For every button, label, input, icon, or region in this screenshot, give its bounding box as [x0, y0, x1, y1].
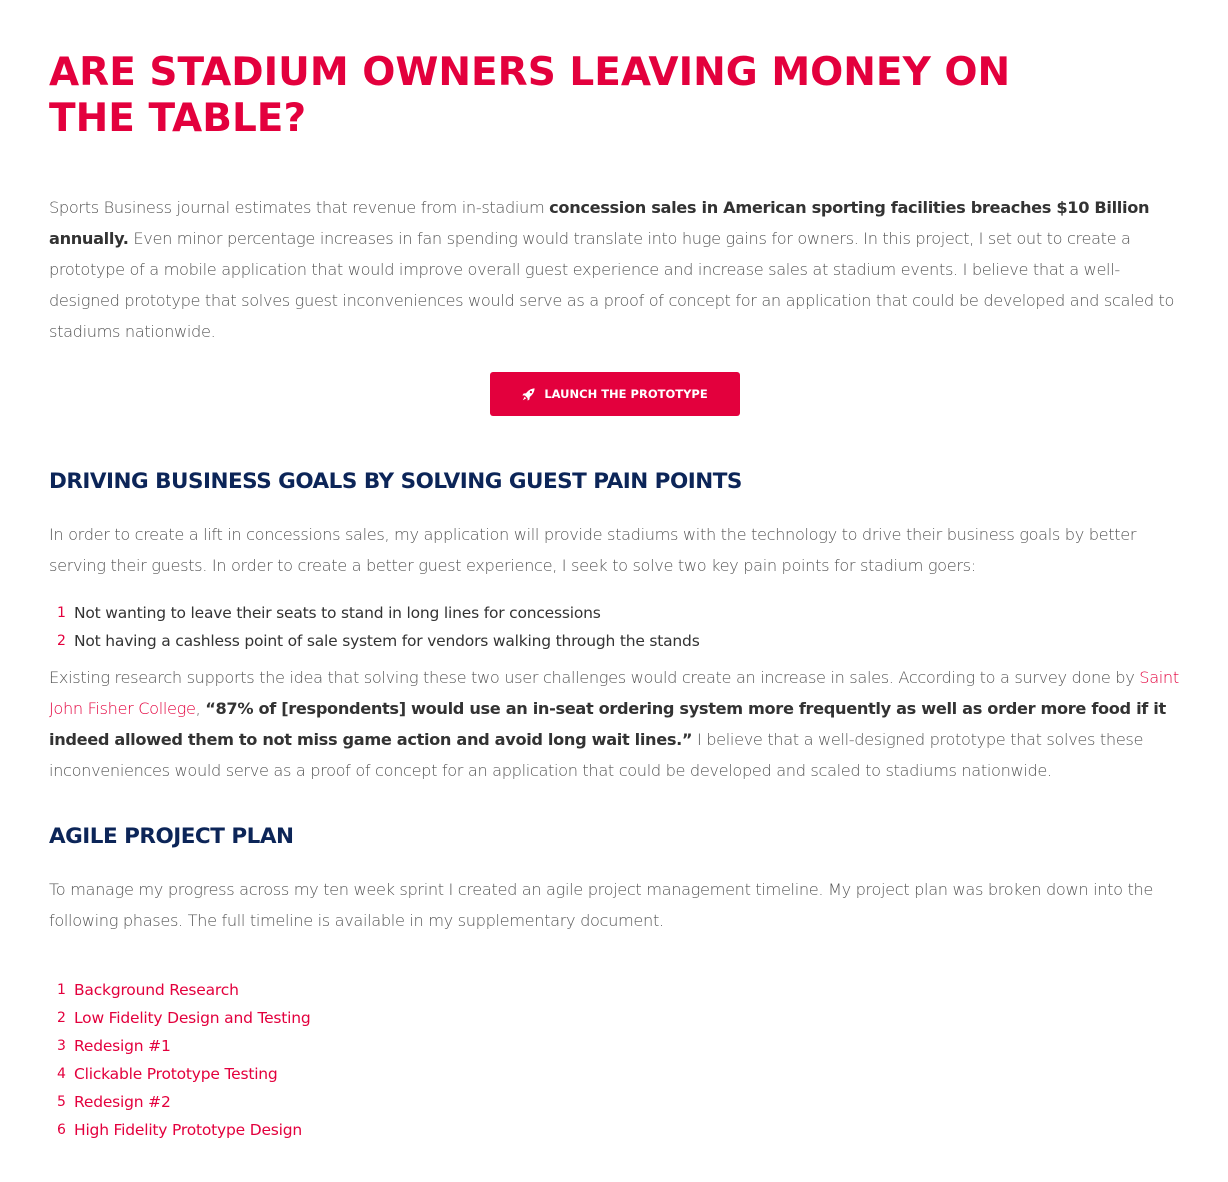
driving-paragraph: In order to create a lift in concessions sales, my application will provide stadiums with the technology to drive their business goals by better serving their guests. In order to create a better guest experience, I seek to solve two key pain points for stadium goers:	[49, 525, 1137, 575]
list-number: 3	[57, 1038, 66, 1054]
intro-text: Sports Business journal estimates that revenue from in-stadium	[49, 198, 550, 217]
research-separator: ,	[195, 699, 206, 718]
phase-link[interactable]: High Fidelity Prototype Design	[74, 1121, 303, 1139]
list-item[interactable]	[49, 1032, 1181, 1060]
list-text: Not wanting to leave their seats to stand in long lines for concessions	[74, 604, 601, 622]
list-item	[49, 627, 1181, 655]
launch-prototype-label: LAUNCH THE PROTOTYPE	[544, 387, 708, 401]
phase-link[interactable]: Redesign #2	[74, 1093, 171, 1111]
list-number: 2	[57, 1010, 66, 1026]
research-text: Existing research supports the idea that solving these two user challenges would create an increase in sales. According to a survey done by	[49, 668, 1140, 687]
phase-link[interactable]: Redesign #1	[74, 1037, 171, 1055]
list-number: 4	[57, 1066, 66, 1082]
list-item[interactable]	[49, 1088, 1181, 1116]
launch-prototype-button[interactable]	[490, 372, 740, 416]
list-number: 2	[57, 633, 66, 649]
section-heading-driving: DRIVING BUSINESS GOALS BY SOLVING GUEST PAIN POINTS	[49, 469, 742, 494]
intro-paragraph	[49, 192, 1181, 347]
phase-link[interactable]: Low Fidelity Design and Testing	[74, 1009, 311, 1027]
list-item[interactable]	[49, 1004, 1181, 1032]
list-text: Not having a cashless point of sale system for vendors walking through the stands	[74, 632, 700, 650]
list-number: 6	[57, 1122, 66, 1138]
research-text-rest: I believe that a well-designed prototype that solves these inconveniences would serve as a proof of concept for an application that could be developed and scaled to stadiums nationwide.	[49, 730, 1144, 780]
list-number: 1	[57, 982, 66, 998]
rocket-icon	[522, 388, 535, 401]
agile-paragraph: To manage my progress across my ten week sprint I created an agile project management timeline. My project plan was broken down into the following phases. The full timeline is available in my supplementary document.	[49, 880, 1154, 930]
list-item[interactable]	[49, 1060, 1181, 1088]
phase-link[interactable]: Clickable Prototype Testing	[74, 1065, 278, 1083]
button-row	[49, 372, 1181, 416]
article	[49, 50, 1181, 1144]
phases-list	[49, 976, 1181, 1144]
list-number: 5	[57, 1094, 66, 1110]
fisher-college-link[interactable]: Saint John Fisher College	[49, 668, 1179, 718]
research-paragraph	[49, 662, 1181, 786]
phase-link[interactable]: Background Research	[74, 981, 239, 999]
list-item[interactable]	[49, 976, 1181, 1004]
pain-points-list	[49, 599, 1181, 655]
intro-text-rest: Even minor percentage increases in fan spending would translate into huge gains for owners. In this project, I set out to create a prototype of a mobile application that would improve overall guest experience and increase sales at stadium events. I believe that a well-designed prototype that solves guest inconveniences would serve as a proof of concept for an application that could be developed and scaled to stadiums nationwide.	[49, 229, 1175, 341]
intro-highlight: concession sales in American sporting facilities breaches $10 Billion annually.	[49, 198, 1150, 248]
list-item[interactable]	[49, 1116, 1181, 1144]
section-heading-agile: AGILE PROJECT PLAN	[49, 824, 294, 849]
survey-quote: “87% of [respondents] would use an in-seat ordering system more frequently as well as order more food if it indeed allowed them to not miss game action and avoid long wait lines.”	[49, 699, 1166, 749]
page-title: ARE STADIUM OWNERS LEAVING MONEY ON THE TABLE?	[49, 50, 1011, 141]
list-number: 1	[57, 605, 66, 621]
list-item	[49, 599, 1181, 627]
